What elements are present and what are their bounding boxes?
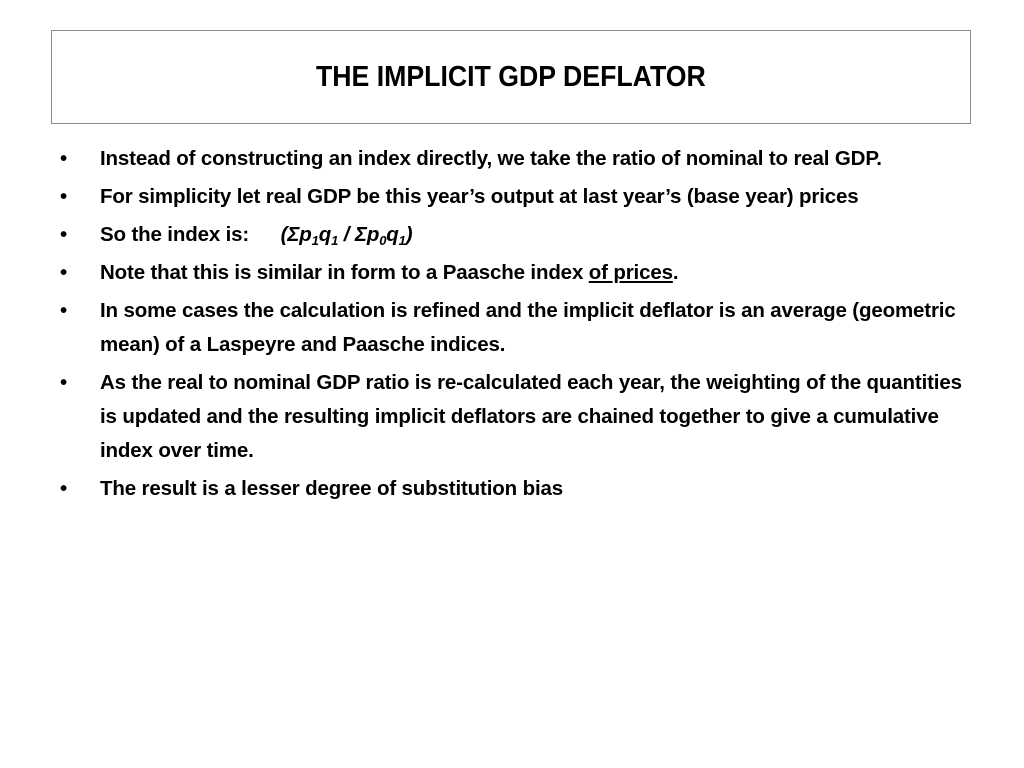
bullet-list bbox=[60, 142, 965, 510]
bullet-marker: • bbox=[60, 185, 68, 208]
formula-part: ) bbox=[405, 223, 413, 246]
slide-title: THE IMPLICIT GDP DEFLATOR bbox=[316, 60, 706, 93]
bullet-text: For simplicity let real GDP be this year’s output at last year’s (base year) prices bbox=[100, 185, 859, 208]
bullet-item-4 bbox=[60, 256, 965, 290]
formula-subscript: 0 bbox=[379, 233, 387, 248]
formula-part: / Σp bbox=[338, 223, 380, 246]
formula-subscript: 1 bbox=[398, 233, 406, 248]
bullet-marker: • bbox=[60, 147, 68, 170]
bullet-marker: • bbox=[60, 371, 68, 394]
bullet-item-5 bbox=[60, 294, 965, 362]
bullet-text: Instead of constructing an index directly, we take the ratio of nominal to real GDP. bbox=[100, 147, 882, 170]
bullet-marker: • bbox=[60, 477, 68, 500]
formula-part: q bbox=[386, 223, 399, 246]
bullet-text: In some cases the calculation is refined and the implicit deflator is an average (geometric mean) of a Laspeyre and Paasche indices. bbox=[100, 299, 956, 356]
title-box bbox=[51, 30, 971, 124]
bullet-marker: • bbox=[60, 299, 68, 322]
bullet-item-7 bbox=[60, 472, 965, 506]
formula-subscript: 1 bbox=[331, 233, 339, 248]
bullet-end: . bbox=[672, 261, 679, 284]
underlined-phrase: of prices bbox=[588, 261, 673, 284]
bullet-item-3 bbox=[60, 218, 965, 252]
bullet-text: As the real to nominal GDP ratio is re-calculated each year, the weighting of the quantities is updated and the resulting implicit deflators are chained together to give a cumulative index over time. bbox=[100, 371, 962, 462]
formula-part: q bbox=[318, 223, 332, 246]
index-formula bbox=[281, 223, 413, 246]
bullet-text: So the index is: bbox=[100, 223, 250, 246]
bullet-marker: • bbox=[60, 223, 68, 246]
formula-subscript: 1 bbox=[311, 233, 319, 248]
bullet-marker: • bbox=[60, 261, 68, 284]
bullet-text: Note that this is similar in form to a Paasche index bbox=[100, 261, 589, 284]
bullet-item-1 bbox=[60, 142, 965, 176]
bullet-text: The result is a lesser degree of substitution bias bbox=[100, 477, 563, 500]
formula-part: (Σp bbox=[280, 223, 312, 246]
bullet-item-6 bbox=[60, 366, 965, 468]
bullet-item-2 bbox=[60, 180, 965, 214]
